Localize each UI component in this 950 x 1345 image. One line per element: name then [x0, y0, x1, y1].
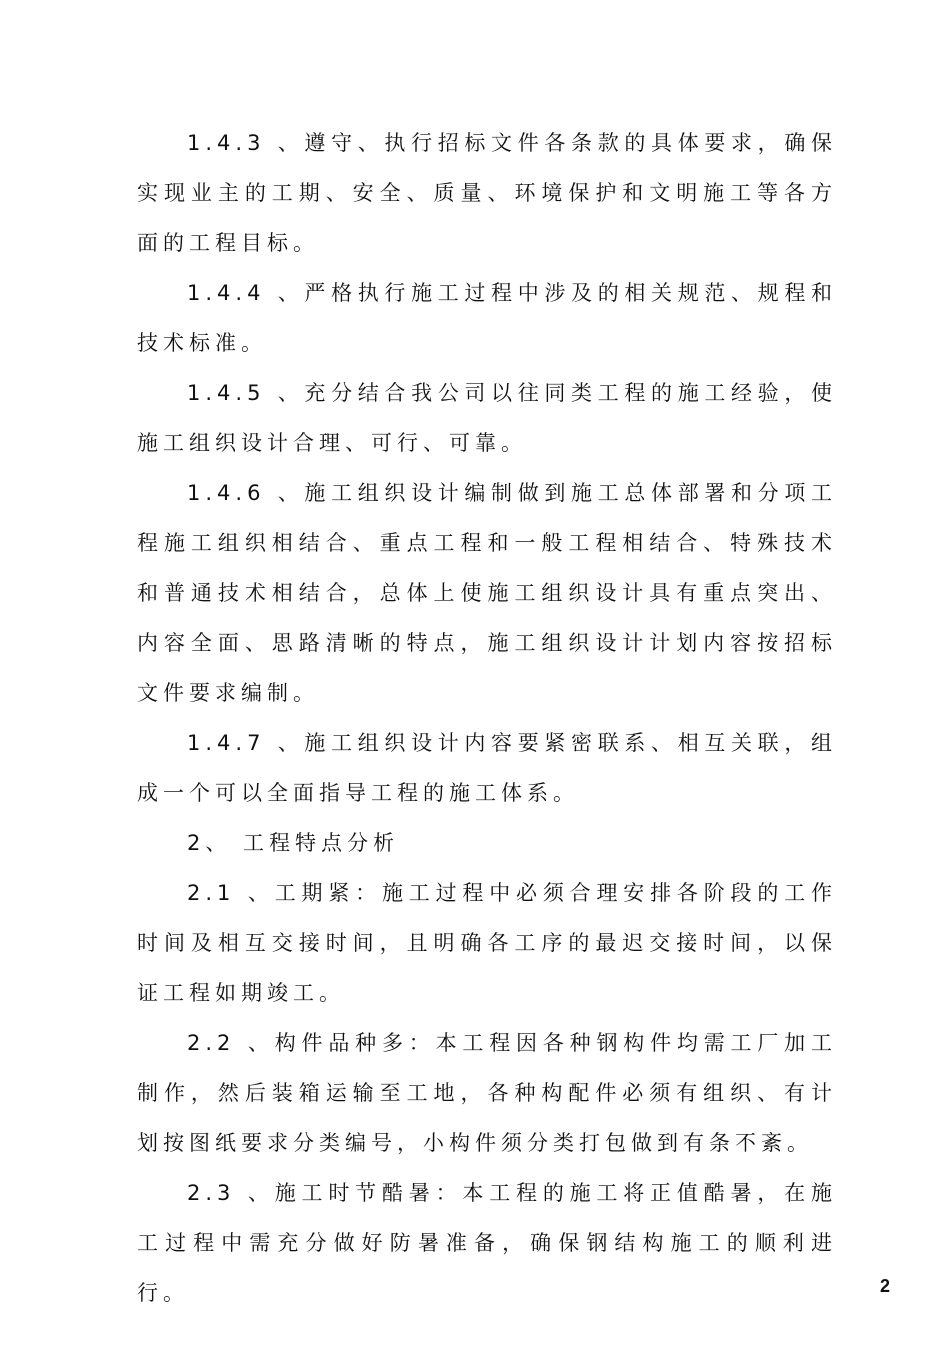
document-body [137, 118, 837, 1318]
paragraph-2-2: 2.2 、构件品种多：本工程因各种钢构件均需工厂加工制作，然后装箱运输至工地，各种构配件必须有组织、有计划按图纸要求分类编号，小构件须分类打包做到有条不紊。 [137, 1031, 837, 1155]
paragraph-1-4-4: 1.4.4 、严格执行施工过程中涉及的相关规范、规程和技术标准。 [137, 281, 837, 355]
paragraph-1-4-7: 1.4.7 、施工组织设计内容要紧密联系、相互关联，组成一个可以全面指导工程的施工体系。 [137, 731, 837, 805]
paragraph-1-4-3: 1.4.3 、遵守、执行招标文件各条款的具体要求，确保实现业主的工期、安全、质量、环境保护和文明施工等各方面的工程目标。 [137, 131, 837, 255]
page-number: 2 [880, 1276, 891, 1296]
paragraph-2-1: 2.1 、工期紧：施工过程中必须合理安排各阶段的工作时间及相互交接时间，且明确各工序的最迟交接时间，以保证工程如期竣工。 [137, 881, 837, 1005]
paragraph-2-3: 2.3 、施工时节酷暑：本工程的施工将正值酷暑，在施工过程中需充分做好防暑准备，确保钢结构施工的顺利进行。 [137, 1181, 837, 1305]
section-heading-2: 2、 工程特点分析 [187, 831, 400, 855]
paragraph-1-4-5: 1.4.5 、充分结合我公司以往同类工程的施工经验，使施工组织设计合理、可行、可靠。 [137, 381, 837, 455]
paragraph-1-4-6: 1.4.6 、施工组织设计编制做到施工总体部署和分项工程施工组织相结合、重点工程和一般工程相结合、特殊技术和普通技术相结合，总体上使施工组织设计具有重点突出、内容全面、思路清晰的特点，施工组织设计计划内容按招标文件要求编制。 [137, 481, 837, 705]
